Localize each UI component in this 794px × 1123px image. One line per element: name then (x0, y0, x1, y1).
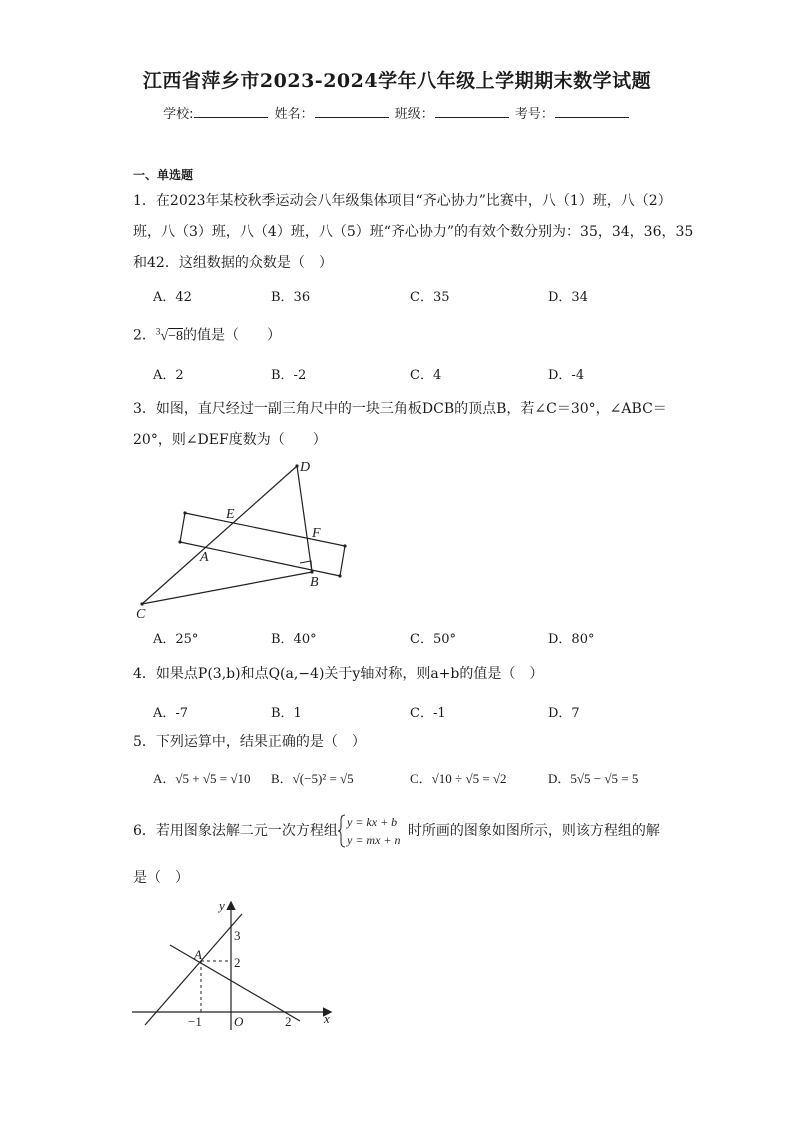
name-blank[interactable] (315, 105, 389, 118)
q4-line: 4．如果点P(3,b)和点Q(a,−4)关于y轴对称，则a+b的值是（ ） (133, 666, 544, 682)
q5-option-d[interactable]: D．5√5 − √5 = 5 (548, 771, 639, 786)
q3-figure (130, 455, 360, 620)
q4-option-d[interactable]: D．7 (548, 706, 580, 721)
q1-option-c[interactable]: C．35 (410, 290, 450, 305)
origin-label: O (234, 1014, 244, 1029)
x-axis-label: x (324, 1011, 330, 1026)
tick-2: 2 (234, 955, 241, 970)
student-info-line (0, 103, 794, 122)
label-e: E (226, 507, 235, 522)
q5-option-c[interactable]: C．√10 ÷ √5 = √2 (410, 771, 507, 786)
side-bd (297, 466, 312, 572)
q3-option-d[interactable]: D．80° (548, 632, 595, 647)
q2-option-a[interactable]: A．2 (153, 368, 184, 383)
class-label: 班级： (394, 107, 434, 122)
tick-x2: 2 (285, 1014, 292, 1029)
q2-cube-root: $^3$√−8 (155, 326, 184, 344)
q4-options (153, 702, 713, 722)
point-c (140, 602, 143, 605)
tick-neg1: −1 (188, 1014, 202, 1029)
q2-radicand: −8 (168, 328, 184, 344)
school-label: 学校: (163, 107, 194, 122)
q3-line1: 3．如图，直尺经过一副三角尺中的一块三角板DCB的顶点B，若∠C＝30°，∠ABC＝ (133, 401, 667, 417)
page-title: 江西省萍乡市2023-2024学年八年级上学期期末数学试题 (142, 70, 652, 92)
ruler-corner-3 (338, 574, 341, 577)
q3-option-c[interactable]: C．50° (410, 632, 456, 647)
q2-root-index: 3 (155, 326, 161, 336)
q2-prefix: 2． (133, 327, 156, 344)
section-heading: 一、单选题 (133, 168, 194, 182)
q5-line: 5．下列运算中，结果正确的是（ ） (133, 734, 366, 750)
q1-options (153, 286, 713, 306)
q6-line2: 是（ ） (133, 870, 189, 886)
q1-line3: 和42．这组数据的众数是（ ） (133, 255, 333, 271)
q3-line2: 20°，则∠DEF度数为（ ） (133, 432, 327, 448)
tick-3: 3 (234, 928, 241, 943)
q6-equation-system (338, 813, 408, 849)
q6-suffix: 时所画的图象如图所示，则该方程组的解 (407, 823, 660, 839)
ruler-corner-4 (178, 540, 181, 543)
q5-options (153, 768, 713, 788)
q5-option-b[interactable]: B．√(−5)² = √5 (271, 771, 354, 786)
q2-option-c[interactable]: C．4 (410, 368, 442, 383)
q6-eq1: y = kx + b (346, 815, 398, 829)
ruler-corner-2 (343, 544, 346, 547)
q3-options (153, 628, 713, 648)
q1-option-b[interactable]: B．36 (271, 290, 311, 305)
point-d (295, 464, 298, 467)
q2-line (133, 315, 281, 353)
side-cb (142, 572, 312, 604)
ruler (180, 513, 345, 576)
q3-option-a[interactable]: A．25° (153, 632, 199, 647)
q6-graph (130, 895, 340, 1035)
point-a-label: A (194, 947, 202, 962)
q2-suffix: 的值是（ ） (183, 327, 282, 344)
q1-line1: 1．在2023年某校秋季运动会八年级集体项目“齐心协力”比赛中，八（1）班，八（2） (133, 193, 672, 209)
label-a: A (200, 550, 209, 565)
q4-option-a[interactable]: A．-7 (153, 706, 189, 721)
side-dc (142, 466, 297, 604)
label-d: D (300, 460, 311, 475)
line-kx-b (145, 914, 242, 1025)
q1-option-d[interactable]: D．34 (548, 290, 588, 305)
number-blank[interactable] (555, 105, 629, 118)
label-f: F (312, 526, 321, 541)
q6-line1 (133, 813, 660, 849)
number-label: 考号： (514, 107, 554, 122)
label-c: C (136, 607, 146, 620)
q2-options (153, 364, 713, 384)
name-label: 姓名： (274, 107, 314, 122)
q4-option-b[interactable]: B．1 (271, 706, 302, 721)
point-b (310, 570, 313, 573)
label-b: B (310, 575, 319, 590)
q1-line2: 班，八（3）班，八（4）班，八（5）班“齐心协力”的有效个数分别为：35，34，36，35 (133, 224, 694, 240)
q1-option-a[interactable]: A．42 (153, 290, 192, 305)
q2-option-d[interactable]: D．-4 (548, 368, 585, 383)
q2-option-b[interactable]: B．-2 (271, 368, 307, 383)
ruler-corner-1 (183, 511, 186, 514)
q4-option-c[interactable]: C．-1 (410, 706, 446, 721)
q6-eq2: y = mx + n (346, 833, 401, 847)
class-blank[interactable] (435, 105, 509, 118)
school-blank[interactable] (194, 105, 268, 118)
q5-option-a[interactable]: A．√5 + √5 = √10 (153, 771, 251, 786)
q6-prefix: 6．若用图象法解二元一次方程组 (133, 823, 338, 839)
y-axis-label: y (219, 898, 225, 913)
q3-option-b[interactable]: B．40° (271, 632, 317, 647)
